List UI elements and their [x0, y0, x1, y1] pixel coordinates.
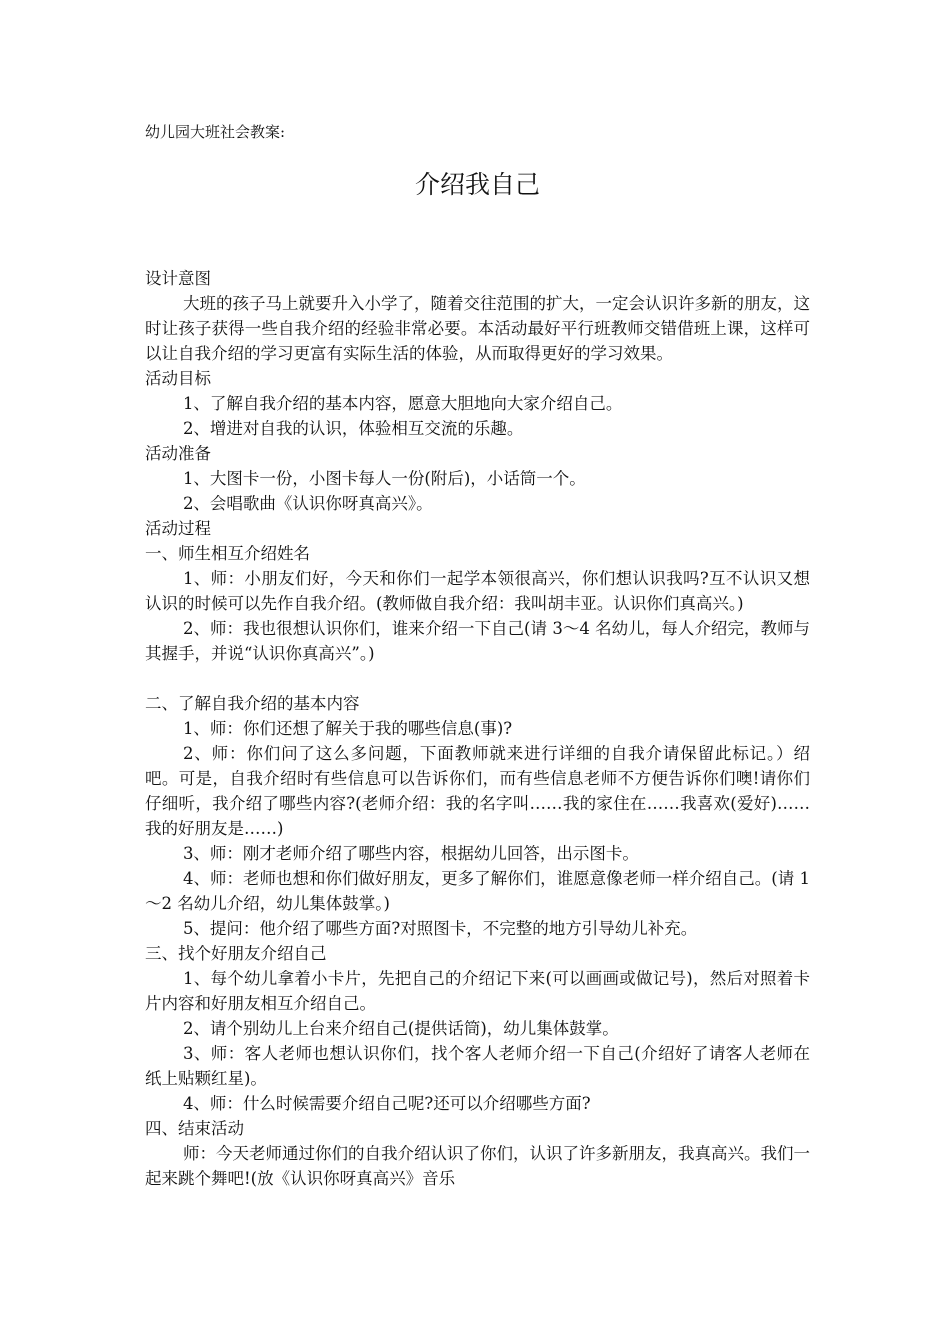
design-heading: 设计意图: [145, 269, 211, 288]
prep-item: 2、会唱歌曲《认识你呀真高兴》。: [182, 494, 433, 513]
prep-heading: 活动准备: [145, 444, 211, 463]
section2-heading: 二、了解自我介绍的基本内容: [145, 694, 360, 713]
section2-item: 2、师：你们问了这么多问题，下面教师就来进行详细的自我介请保留此标记。）绍吧。可是，自我介绍时有些信息可以告诉你们，而有些信息老师不方便告诉你们噢!请你们仔细听，我介绍了哪些内容?(老师介绍：我的名字叫……我的家住在……我喜欢(爱好)……我的好朋友是……): [145, 744, 810, 838]
goals-heading: 活动目标: [145, 369, 211, 388]
section1-item: 1、师：小朋友们好，今天和你们一起学本领很高兴，你们想认识我吗?互不认识又想认识的时候可以先作自我介绍。(教师做自我介绍：我叫胡丰亚。认识你们真高兴。): [145, 569, 810, 613]
section3-item: 2、请个别幼儿上台来介绍自己(提供话筒)，幼儿集体鼓掌。: [182, 1019, 619, 1038]
section3-item: 3、师：客人老师也想认识你们，找个客人老师介绍一下自己(介绍好了请客人老师在纸上贴颗红星)。: [145, 1044, 810, 1088]
process-heading: 活动过程: [145, 519, 211, 538]
section3-item: 1、每个幼儿拿着小卡片，先把自己的介绍记下来(可以画画或做记号)，然后对照着卡片内容和好朋友相互介绍自己。: [145, 969, 810, 1013]
document-subtitle: 幼儿园大班社会教案:: [145, 123, 286, 141]
section2-item: 1、师：你们还想了解关于我的哪些信息(事)?: [182, 719, 513, 738]
section1-item: 2、师：我也很想认识你们，谁来介绍一下自己(请 3～4 名幼儿，每人介绍完，教师与其握手，并说“认识你真高兴”。): [145, 619, 810, 663]
blank-line: [145, 666, 810, 691]
goal-item: 2、增进对自我的认识，体验相互交流的乐趣。: [182, 419, 524, 438]
section3-item: 4、师：什么时候需要介绍自己呢?还可以介绍哪些方面?: [182, 1094, 591, 1113]
section2-item: 4、师：老师也想和你们做好朋友，更多了解你们，谁愿意像老师一样介绍自己。(请 1～2 名幼儿介绍，幼儿集体鼓掌。): [145, 869, 810, 913]
section4-item: 师：今天老师通过你们的自我介绍认识了你们，认识了许多新朋友，我真高兴。我们一起来跳个舞吧!(放《认识你呀真高兴》音乐: [145, 1144, 810, 1188]
section1-heading: 一、师生相互介绍姓名: [145, 544, 310, 563]
document-page: [145, 120, 810, 1191]
document-body: [145, 266, 810, 1191]
document-title: 介绍我自己: [414, 170, 540, 199]
section4-heading: 四、结束活动: [145, 1119, 244, 1138]
goal-item: 1、了解自我介绍的基本内容，愿意大胆地向大家介绍自己。: [182, 394, 623, 413]
section2-item: 3、师：刚才老师介绍了哪些内容，根据幼儿回答，出示图卡。: [182, 844, 639, 863]
section2-item: 5、提问：他介绍了哪些方面?对照图卡，不完整的地方引导幼儿补充。: [182, 919, 698, 938]
prep-item: 1、大图卡一份，小图卡每人一份(附后)，小话筒一个。: [182, 469, 586, 488]
design-paragraph: 大班的孩子马上就要升入小学了，随着交往范围的扩大，一定会认识许多新的朋友，这时让孩子获得一些自我介绍的经验非常必要。本活动最好平行班教师交错借班上课，这样可以让自我介绍的学习更富有实际生活的体验，从而取得更好的学习效果。: [145, 294, 810, 363]
section3-heading: 三、找个好朋友介绍自己: [145, 944, 327, 963]
